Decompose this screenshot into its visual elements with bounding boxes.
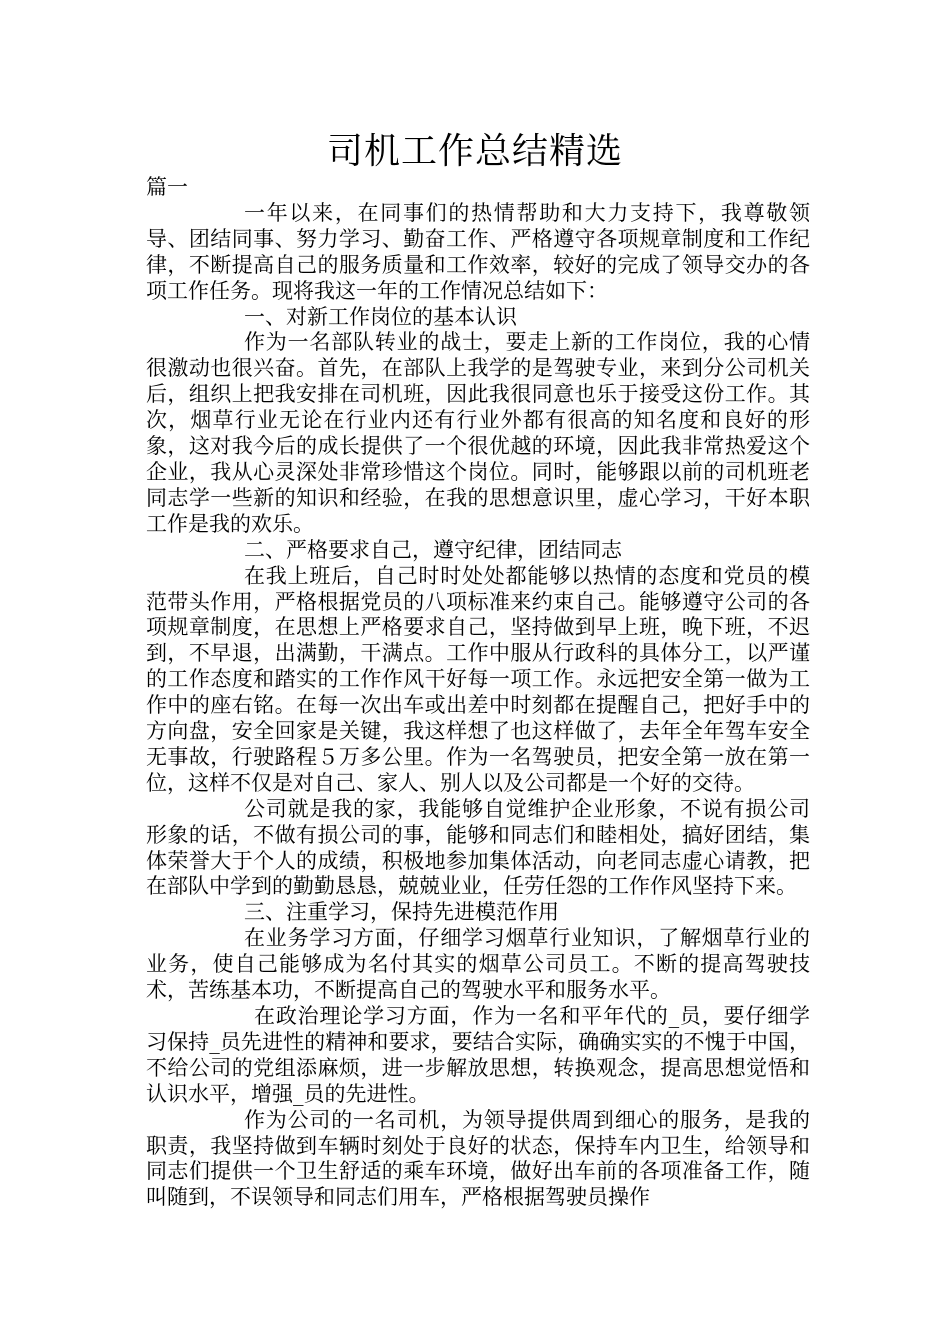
paragraph-section-2-a: 在我上班后，自己时时处处都能够以热情的态度和党员的模范带头作用，严格根据党员的八项标准来约束自己。能够遵守公司的各项规章制度，在思想上严格要求自己，坚持做到早上班，晚下班，不迟到，不早退，出满勤，干满点。工作中服从行政科的具体分工，以严谨的工作态度和踏实的工作作风干好每一项工作。永远把安全第一做为工作中的座右铭。在每一次出车或出差中时刻都在提醒自己，把好手中的方向盘，安全回家是关键，我这样想了也这样做了，去年全年驾车安全无事故，行驶路程５万多公里。作为一名驾驶员，把安全第一放在第一位，这样不仅是对自己、家人、别人以及公司都是一个好的交待。 [146, 563, 810, 795]
paragraph-section-3-a: 在业务学习方面，仔细学习烟草行业知识，了解烟草行业的业务，使自己能够成为名付其实的烟草公司员工。不断的提高驾驶技术，苦练基本功，不断提高自己的驾驶水平和服务水平。 [146, 926, 810, 1003]
heading-section-3: 三、注重学习，保持先进模范作用 [244, 900, 559, 925]
paragraph-section-3-c: 作为公司的一名司机，为领导提供周到细心的服务，是我的职责，我坚持做到车辆时刻处于良好的状态，保持车内卫生，给领导和同志们提供一个卫生舒适的乘车环境，做好出车前的各项准备工作，随叫随到，不误领导和同志们用车，严格根据驾驶员操作 [146, 1107, 810, 1210]
section-label: 篇一 [146, 175, 188, 199]
paragraph-section-3-b: 在政治理论学习方面，作为一名和平年代的_员，要仔细学习保持_员先进性的精神和要求，要结合实际，确确实实的不愧于中国，不给公司的党组添麻烦，进一步解放思想，转换观念，提高思想觉悟和认识水平，增强_员的先进性。 [146, 1004, 810, 1106]
paragraph-section-2-b: 公司就是我的家，我能够自觉维护企业形象，不说有损公司形象的话，不做有损公司的事，能够和同志们和睦相处，搞好团结，集体荣誉大于个人的成绩，积极地参加集体活动，向老同志虚心请教，把在部队中学到的勤勤恳恳，兢兢业业，任劳任怨的工作作风坚持下来。 [146, 796, 810, 899]
document-body [146, 175, 810, 1211]
document-title: 司机工作总结精选 [326, 131, 623, 172]
heading-section-1: 一、对新工作岗位的基本认识 [244, 304, 517, 329]
heading-section-2: 二、严格要求自己，遵守纪律，团结同志 [244, 537, 622, 562]
paragraph-section-1: 作为一名部队转业的战士，要走上新的工作岗位，我的心情很激动也很兴奋。首先，在部队上我学的是驾驶专业，来到分公司机关后，组织上把我安排在司机班，因此我很同意也乐于接受这份工作。其次，烟草行业无论在行业内还有行业外都有很高的知名度和良好的形象，这对我今后的成长提供了一个很优越的环境，因此我非常热爱这个企业，我从心灵深处非常珍惜这个岗位。同时，能够跟以前的司机班老同志学一些新的知识和经验，在我的思想意识里，虚心学习，干好本职工作是我的欢乐。 [146, 330, 810, 536]
paragraph-intro: 一年以来，在同事们的热情帮助和大力支持下，我尊敬领导、团结同事、努力学习、勤奋工作、严格遵守各项规章制度和工作纪律，不断提高自己的服务质量和工作效率，较好的完成了领导交办的各项工作任务。现将我这一年的工作情况总结如下： [146, 200, 810, 303]
